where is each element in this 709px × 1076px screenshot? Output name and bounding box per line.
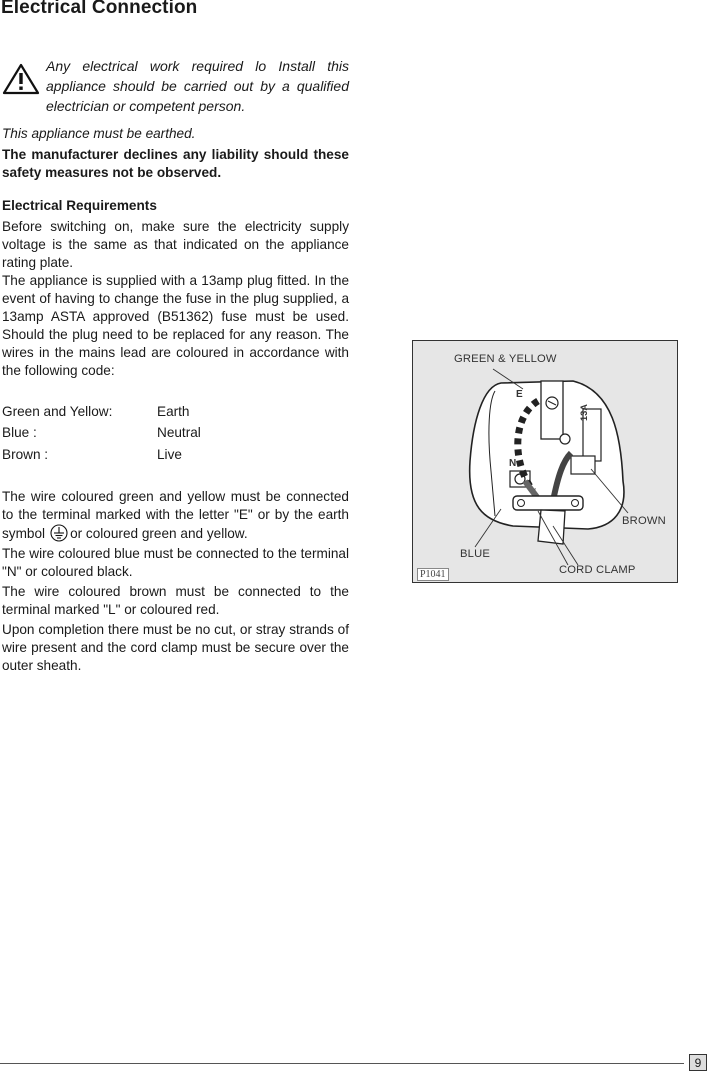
- page-number: 9: [689, 1054, 707, 1071]
- requirements-paragraph-1: Before switching on, make sure the electricity supply voltage is the same as that indicated on the appliance rating plate.: [2, 219, 349, 270]
- wire-code-row: [2, 446, 182, 464]
- requirements-heading: Electrical Requirements: [2, 198, 157, 213]
- cord-clamp-label: CORD CLAMP: [559, 564, 636, 576]
- wire-function: Live: [157, 447, 182, 462]
- completion-instruction: Upon completion there must be no cut, or stray strands of wire present and the cord clamp must be secure over the outer sheath.: [2, 622, 349, 673]
- green-yellow-text-b: or coloured green and yellow.: [70, 526, 248, 541]
- live-terminal-screw: [560, 434, 570, 444]
- green-yellow-text-a: The wire coloured green and yellow must be connected to the terminal marked with the letter "E" or by the earth symbol: [2, 489, 349, 541]
- wire-name: Green and Yellow:: [2, 404, 113, 419]
- earth-pin-block: [541, 381, 563, 439]
- earth-symbol-icon: [50, 524, 68, 542]
- brown-instruction: The wire coloured brown must be connected to the terminal marked "L" or coloured red.: [2, 584, 349, 617]
- plug-wiring-diagram: [412, 340, 678, 583]
- wire-function: Earth: [157, 404, 190, 419]
- wire-function: Neutral: [157, 425, 201, 440]
- earthed-note: This appliance must be earthed.: [2, 126, 196, 141]
- wire-code-row: [2, 403, 190, 421]
- fuse-rating-label: 13A: [579, 403, 589, 421]
- wire-code-row: [2, 424, 201, 442]
- footer-rule: [0, 1063, 684, 1064]
- wire-name: Blue :: [2, 425, 37, 440]
- figure-id: P1041: [417, 568, 449, 581]
- green-yellow-label: GREEN & YELLOW: [454, 353, 557, 365]
- terminal-e-label: E: [516, 389, 523, 400]
- blue-instruction: The wire coloured blue must be connected to the terminal "N" or coloured black.: [2, 546, 349, 579]
- brown-label: BROWN: [622, 515, 666, 527]
- plug-illustration: [413, 341, 679, 584]
- live-pin-block: [571, 456, 595, 474]
- wire-name: Brown :: [2, 447, 49, 462]
- requirements-paragraph-2: The appliance is supplied with a 13amp plug fitted. In the event of having to change the fuse in the plug supplied, a 13amp ASTA approved (B51362) fuse must be used. Should the plug need to be replaced for any reason. The wires in the mains lead are coloured in accordance with the following code:: [2, 273, 349, 378]
- page-title: Electrical Connection: [1, 0, 198, 18]
- blue-label: BLUE: [460, 548, 491, 560]
- liability-note: The manufacturer declines any liability should these safety measures not be observed.: [2, 147, 349, 180]
- warning-text: Any electrical work required lo Install this appliance should be carried out by a qualified electrician or competent person.: [46, 58, 349, 114]
- green-yellow-instruction: [2, 488, 349, 543]
- warning-triangle-icon: [2, 63, 40, 95]
- terminal-n-label: N: [509, 458, 517, 469]
